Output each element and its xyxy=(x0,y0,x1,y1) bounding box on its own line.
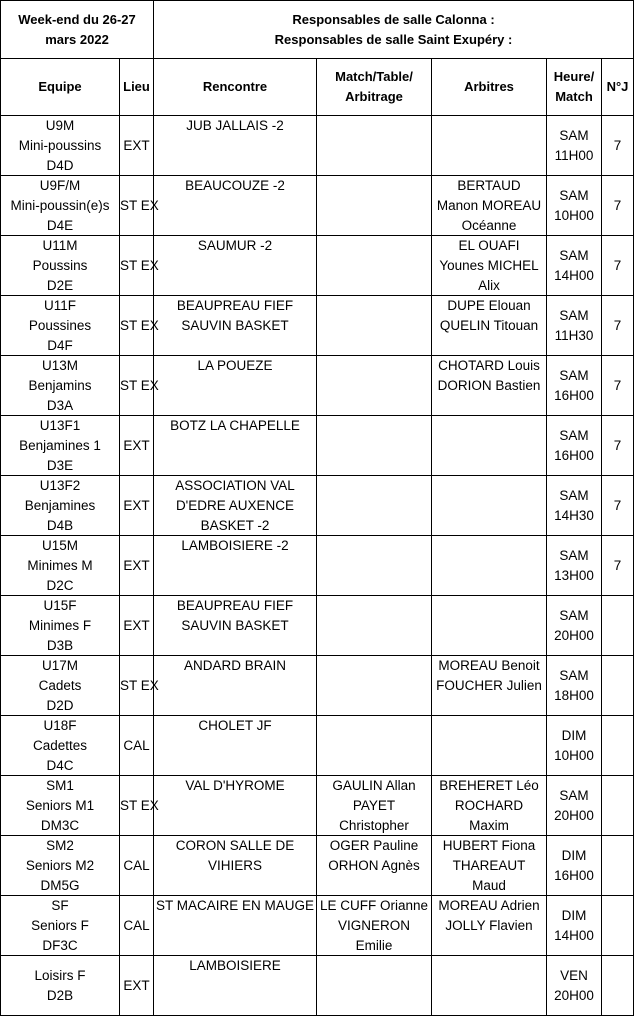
team-line: SM2 xyxy=(46,838,74,853)
team-cell xyxy=(1,836,120,896)
time-line: 14H00 xyxy=(554,927,594,943)
rencontre-line: SAUVIN BASKET xyxy=(181,618,289,633)
arbitres-line: Océanne xyxy=(461,218,517,233)
table-cell xyxy=(317,356,432,416)
team-line: Minimes F xyxy=(28,618,92,633)
team-line: D4F xyxy=(47,338,73,353)
table-row xyxy=(1,716,634,776)
responsables-title xyxy=(154,1,634,59)
team-line: D4E xyxy=(46,218,74,233)
nj-cell xyxy=(602,836,634,896)
arbitres-line: Maxim xyxy=(469,818,509,833)
team-line: Seniors M2 xyxy=(25,858,95,873)
rencontre-cell xyxy=(154,476,317,536)
time-line: SAM xyxy=(559,787,589,803)
col-table xyxy=(317,59,432,116)
team-cell xyxy=(1,656,120,716)
time-line: SAM xyxy=(559,187,589,203)
team-line: Seniors M1 xyxy=(25,798,95,813)
time-line: 13H00 xyxy=(554,567,594,583)
table-cell xyxy=(317,956,432,1016)
arbitres-line: QUELIN Titouan xyxy=(439,318,539,333)
arbitres-cell xyxy=(432,476,547,536)
weekend-line: Week-end du 26-27 xyxy=(18,11,136,27)
col-equipe: Equipe xyxy=(1,59,120,116)
team-cell xyxy=(1,896,120,956)
rencontre-cell xyxy=(154,536,317,596)
arbitres-line: BERTAUD xyxy=(457,178,521,193)
team-line: Mini-poussin(e)s xyxy=(10,198,110,213)
table-line: VIGNERON xyxy=(337,918,410,933)
team-line: U11F xyxy=(43,298,76,313)
lieu-cell: EXT xyxy=(120,476,154,536)
team-line: U13M xyxy=(41,358,78,373)
time-line: SAM xyxy=(559,487,589,503)
rencontre-cell xyxy=(154,356,317,416)
arbitres-line: Alix xyxy=(478,278,500,293)
nj-cell xyxy=(602,956,634,1016)
nj-cell: 7 xyxy=(602,236,634,296)
arbitres-line: DORION Bastien xyxy=(437,378,541,393)
time-line: SAM xyxy=(559,307,589,323)
arbitres-line: JOLLY Flavien xyxy=(445,918,533,933)
table-line: GAULIN Allan xyxy=(332,778,416,793)
nj-cell: 7 xyxy=(602,356,634,416)
time-line: SAM xyxy=(559,547,589,563)
rencontre-cell xyxy=(154,956,317,1016)
arbitres-cell xyxy=(432,596,547,656)
team-line: Poussins xyxy=(32,258,88,273)
time-line: VEN xyxy=(560,967,588,983)
responsables-line: Responsables de salle Saint Exupéry : xyxy=(274,31,513,47)
arbitres-line: Younes MICHEL xyxy=(439,258,539,273)
arbitres-cell xyxy=(432,536,547,596)
arbitres-cell xyxy=(432,776,547,836)
table-cell xyxy=(317,296,432,356)
table-cell xyxy=(317,176,432,236)
time-cell xyxy=(547,116,602,176)
table-line: Emilie xyxy=(355,938,393,953)
arbitres-line: MOREAU Benoit xyxy=(438,658,540,673)
col-table-line: Match/Table/ xyxy=(335,69,413,84)
team-line: Cadettes xyxy=(32,738,88,753)
lieu-cell: ST EX xyxy=(120,296,154,356)
arbitres-line: Maud xyxy=(472,878,506,893)
team-cell xyxy=(1,716,120,776)
nj-cell xyxy=(602,596,634,656)
team-cell xyxy=(1,956,120,1016)
nj-cell xyxy=(602,896,634,956)
time-cell xyxy=(547,956,602,1016)
time-line: 14H00 xyxy=(554,267,594,283)
team-line: Benjamines xyxy=(24,498,96,513)
time-line: 10H00 xyxy=(554,207,594,223)
team-cell xyxy=(1,176,120,236)
rencontre-cell xyxy=(154,896,317,956)
table-row xyxy=(1,296,634,356)
team-line: DF3C xyxy=(42,938,78,953)
table-cell xyxy=(317,836,432,896)
lieu-cell: ST EX xyxy=(120,236,154,296)
nj-cell: 7 xyxy=(602,476,634,536)
time-line: SAM xyxy=(559,247,589,263)
time-cell xyxy=(547,776,602,836)
team-line: Loisirs F xyxy=(34,967,86,983)
rencontre-line: D'EDRE AUXENCE xyxy=(175,498,295,513)
lieu-cell: EXT xyxy=(120,956,154,1016)
team-cell xyxy=(1,596,120,656)
table-line: Christopher xyxy=(339,818,409,833)
nj-cell: 7 xyxy=(602,416,634,476)
team-line: DM5G xyxy=(40,878,80,893)
table-row xyxy=(1,956,634,1016)
arbitres-cell xyxy=(432,836,547,896)
table-row xyxy=(1,596,634,656)
team-cell xyxy=(1,356,120,416)
time-line: SAM xyxy=(559,667,589,683)
team-line: Cadets xyxy=(38,678,82,693)
team-line: Poussines xyxy=(28,318,92,333)
time-line: 20H00 xyxy=(554,987,594,1003)
table-cell xyxy=(317,596,432,656)
team-cell xyxy=(1,416,120,476)
time-line: DIM xyxy=(561,907,587,923)
col-heure xyxy=(547,59,602,116)
rencontre-line: VAL D'HYROME xyxy=(185,778,285,793)
time-line: SAM xyxy=(559,367,589,383)
team-line: D2D xyxy=(46,698,74,713)
time-line: 14H30 xyxy=(554,507,594,523)
lieu-cell: CAL xyxy=(120,836,154,896)
rencontre-line: BEAUPREAU FIEF xyxy=(176,298,294,313)
lieu-cell: EXT xyxy=(120,116,154,176)
table-cell xyxy=(317,476,432,536)
time-line: 16H00 xyxy=(554,387,594,403)
team-line: U15F xyxy=(43,598,77,613)
col-nj: N°J xyxy=(602,59,634,116)
table-cell xyxy=(317,776,432,836)
time-cell xyxy=(547,416,602,476)
time-line: DIM xyxy=(561,727,587,743)
time-line: SAM xyxy=(559,427,589,443)
table-cell xyxy=(317,236,432,296)
team-line: U9M xyxy=(45,118,75,133)
rencontre-line: SAUMUR -2 xyxy=(197,238,273,253)
table-cell xyxy=(317,656,432,716)
rencontre-cell xyxy=(154,596,317,656)
time-cell xyxy=(547,656,602,716)
table-row xyxy=(1,416,634,476)
team-line: U18F xyxy=(43,718,77,733)
team-line: U13F2 xyxy=(39,478,81,493)
arbitres-line: DUPE Elouan xyxy=(447,298,531,313)
time-line: 20H00 xyxy=(554,807,594,823)
nj-cell: 7 xyxy=(602,116,634,176)
rencontre-line: VIHIERS xyxy=(207,858,262,873)
team-line: Seniors F xyxy=(31,918,89,933)
team-line: D3E xyxy=(46,458,74,473)
rencontre-line: SAUVIN BASKET xyxy=(181,318,289,333)
rencontre-line: JUB JALLAIS -2 xyxy=(186,118,284,133)
lieu-cell: CAL xyxy=(120,716,154,776)
time-line: 11H00 xyxy=(554,147,594,163)
team-line: D4B xyxy=(46,518,74,533)
lieu-cell: EXT xyxy=(120,416,154,476)
col-heure-line: Match xyxy=(555,89,593,104)
team-line: D3B xyxy=(46,638,74,653)
rencontre-cell xyxy=(154,116,317,176)
table-cell xyxy=(317,716,432,776)
rencontre-line: CORON SALLE DE xyxy=(175,838,295,853)
arbitres-cell xyxy=(432,416,547,476)
arbitres-line: ROCHARD xyxy=(454,798,524,813)
nj-cell: 7 xyxy=(602,536,634,596)
rencontre-line: LAMBOISIERE -2 xyxy=(181,538,289,553)
arbitres-line: Manon MOREAU xyxy=(436,198,542,213)
arbitres-line: THAREAUT xyxy=(452,858,526,873)
table-cell xyxy=(317,116,432,176)
team-line: DM3C xyxy=(40,818,80,833)
rencontre-line: ANDARD BRAIN xyxy=(183,658,286,673)
arbitres-line: CHOTARD Louis xyxy=(438,358,540,373)
time-cell xyxy=(547,176,602,236)
rencontre-line: BEAUPREAU FIEF xyxy=(176,598,294,613)
table-row xyxy=(1,476,634,536)
nj-cell: 7 xyxy=(602,176,634,236)
team-cell xyxy=(1,236,120,296)
col-table-line: Arbitrage xyxy=(345,89,403,104)
arbitres-cell xyxy=(432,896,547,956)
rencontre-cell xyxy=(154,836,317,896)
time-cell xyxy=(547,536,602,596)
time-line: SAM xyxy=(559,127,589,143)
rencontre-cell xyxy=(154,716,317,776)
column-headers xyxy=(1,59,634,116)
weekend-title xyxy=(1,1,154,59)
rencontre-line: BEAUCOUZE -2 xyxy=(185,178,285,193)
arbitres-cell xyxy=(432,116,547,176)
nj-cell xyxy=(602,776,634,836)
rencontre-cell xyxy=(154,416,317,476)
arbitres-cell xyxy=(432,176,547,236)
table-row xyxy=(1,116,634,176)
table-row xyxy=(1,176,634,236)
time-line: 18H00 xyxy=(554,687,594,703)
lieu-cell: ST EX xyxy=(120,356,154,416)
time-line: 20H00 xyxy=(554,627,594,643)
rencontre-cell xyxy=(154,296,317,356)
time-cell xyxy=(547,896,602,956)
team-line: Minimes M xyxy=(27,558,93,573)
table-cell xyxy=(317,416,432,476)
lieu-cell: ST EX xyxy=(120,656,154,716)
team-line: Benjamins xyxy=(28,378,92,393)
time-cell xyxy=(547,296,602,356)
table-row xyxy=(1,656,634,716)
team-line: D2E xyxy=(46,278,74,293)
rencontre-line: LA POUEZE xyxy=(197,358,273,373)
col-lieu: Lieu xyxy=(120,59,154,116)
time-line: 11H30 xyxy=(554,327,594,343)
team-line: U11M xyxy=(42,238,78,253)
rencontre-line: BOTZ LA CHAPELLE xyxy=(170,418,300,433)
arbitres-line: MOREAU Adrien xyxy=(438,898,540,913)
table-row xyxy=(1,776,634,836)
arbitres-cell xyxy=(432,956,547,1016)
table-row xyxy=(1,836,634,896)
team-line: D2C xyxy=(46,578,74,593)
arbitres-cell xyxy=(432,236,547,296)
arbitres-line: HUBERT Fiona xyxy=(442,838,536,853)
arbitres-line: BREHERET Léo xyxy=(439,778,539,793)
time-line: 16H00 xyxy=(554,447,594,463)
nj-cell xyxy=(602,656,634,716)
arbitres-line: FOUCHER Julien xyxy=(436,678,542,693)
team-line: U13F1 xyxy=(39,418,81,433)
time-line: SAM xyxy=(559,607,589,623)
lieu-cell: ST EX xyxy=(120,176,154,236)
team-cell xyxy=(1,476,120,536)
rencontre-line: ASSOCIATION VAL xyxy=(175,478,295,493)
team-line: D4D xyxy=(46,158,74,173)
rencontre-line: ST MACAIRE EN MAUGE xyxy=(155,898,315,913)
table-cell xyxy=(317,536,432,596)
arbitres-line: EL OUAFI xyxy=(458,238,520,253)
arbitres-cell xyxy=(432,716,547,776)
rencontre-cell xyxy=(154,176,317,236)
team-line: D2B xyxy=(46,987,74,1003)
time-cell xyxy=(547,716,602,776)
header-row xyxy=(1,1,634,59)
arbitres-cell xyxy=(432,656,547,716)
rencontre-line: CHOLET JF xyxy=(198,718,272,733)
rencontre-cell xyxy=(154,656,317,716)
nj-cell: 7 xyxy=(602,296,634,356)
table-row xyxy=(1,356,634,416)
team-line: U15M xyxy=(41,538,78,553)
weekend-line: mars 2022 xyxy=(45,31,109,47)
team-line: D4C xyxy=(46,758,74,773)
rencontre-line: BASKET -2 xyxy=(200,518,270,533)
time-line: DIM xyxy=(561,847,587,863)
lieu-cell: EXT xyxy=(120,596,154,656)
col-rencontre: Rencontre xyxy=(154,59,317,116)
time-cell xyxy=(547,356,602,416)
team-line: SF xyxy=(51,898,69,913)
col-heure-line: Heure/ xyxy=(553,69,595,84)
team-line: D3A xyxy=(46,398,74,413)
team-cell xyxy=(1,776,120,836)
table-row xyxy=(1,236,634,296)
team-cell xyxy=(1,296,120,356)
rencontre-line: LAMBOISIERE xyxy=(189,958,281,973)
arbitres-cell xyxy=(432,356,547,416)
table-line: ORHON Agnès xyxy=(328,858,420,873)
time-line: 10H00 xyxy=(554,747,594,763)
team-line: U17M xyxy=(41,658,78,673)
time-cell xyxy=(547,236,602,296)
rencontre-cell xyxy=(154,776,317,836)
team-cell xyxy=(1,536,120,596)
time-cell xyxy=(547,836,602,896)
table-row xyxy=(1,896,634,956)
arbitres-cell xyxy=(432,296,547,356)
table-line: LE CUFF Orianne xyxy=(319,898,429,913)
team-line: Benjamines 1 xyxy=(19,438,101,453)
team-line: U9F/M xyxy=(39,178,81,193)
rencontre-cell xyxy=(154,236,317,296)
lieu-cell: EXT xyxy=(120,536,154,596)
table-row xyxy=(1,536,634,596)
time-cell xyxy=(547,476,602,536)
lieu-cell: CAL xyxy=(120,896,154,956)
lieu-cell: ST EX xyxy=(120,776,154,836)
team-line: SM1 xyxy=(46,778,74,793)
time-cell xyxy=(547,596,602,656)
table-line: OGER Pauline xyxy=(329,838,419,853)
responsables-line: Responsables de salle Calonna : xyxy=(292,11,495,27)
team-line: Mini-poussins xyxy=(18,138,102,153)
table-line: PAYET xyxy=(352,798,396,813)
col-arbitres: Arbitres xyxy=(432,59,547,116)
time-line: 16H00 xyxy=(554,867,594,883)
table-cell xyxy=(317,896,432,956)
nj-cell xyxy=(602,716,634,776)
team-cell xyxy=(1,116,120,176)
